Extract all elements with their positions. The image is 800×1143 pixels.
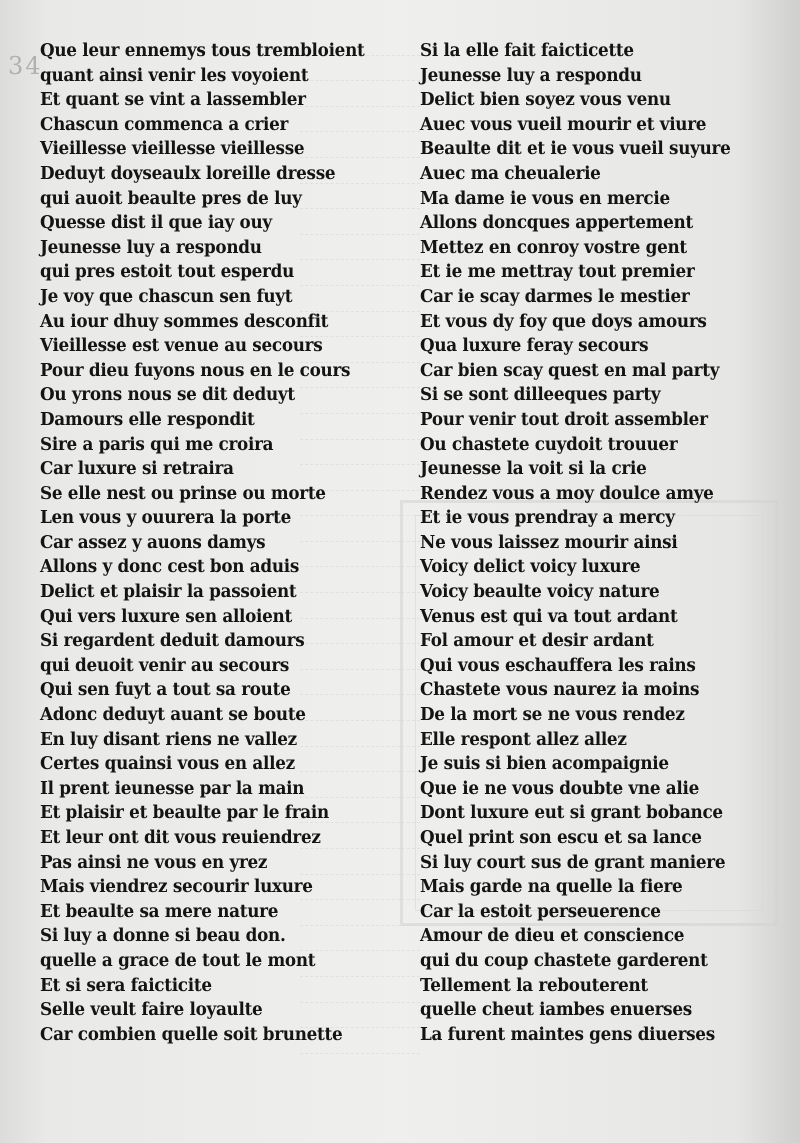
folio-mark: 34	[8, 52, 43, 80]
verse-line: Amour de dieu et conscience	[420, 926, 685, 947]
verse-line: Ne vous laissez mourir ainsi	[420, 532, 678, 553]
verse-line: Delict bien soyez vous venu	[420, 90, 671, 111]
verse-line: Pour venir tout droit assembler	[420, 409, 708, 430]
verse-line: qui auoit beaulte pres de luy	[40, 188, 302, 209]
verse-line: Au iour dhuy sommes desconfit	[40, 311, 329, 332]
verse-line: Et ie vous prendray a mercy	[420, 508, 675, 529]
verse-line: Car combien quelle soit brunette	[40, 1024, 343, 1045]
verse-line: Si la elle fait faicticette	[420, 41, 634, 61]
verse-line: Car assez y auons damys	[40, 532, 266, 553]
verse-line: Il prent ieunesse par la main	[40, 778, 305, 799]
verse-line: Pour dieu fuyons nous en le cours	[40, 360, 351, 381]
verse-line: De la mort se ne vous rendez	[420, 705, 685, 726]
verse-line: Sire a paris qui me croira	[40, 434, 274, 455]
verse-line: Que ie ne vous doubte vne alie	[420, 778, 699, 799]
verse-line: Mais viendrez secourir luxure	[40, 877, 313, 898]
verse-line: Si se sont dilleeques party	[420, 385, 661, 406]
verse-line: Ou yrons nous se dit deduyt	[40, 385, 295, 406]
verse-line: Et plaisir et beaulte par le frain	[40, 803, 329, 824]
verse-line: Je voy que chascun sen fuyt	[40, 286, 293, 307]
verse-line: En luy disant riens ne vallez	[40, 729, 297, 750]
verse-line: Tellement la rebouterent	[420, 975, 648, 996]
verse-line: Auec vous vueil mourir et viure	[420, 114, 707, 135]
verse-line: Que leur ennemys tous trembloient	[40, 41, 365, 61]
verse-line: Et ie me mettray tout premier	[420, 262, 695, 283]
verse-line: Beaulte dit et ie vous vueil suyure	[420, 139, 731, 160]
verse-line: Si luy court sus de grant maniere	[420, 852, 726, 873]
verse-line: Qui vers luxure sen alloient	[40, 606, 292, 627]
verse-line: Et quant se vint a lassembler	[40, 90, 306, 111]
verse-line: Je suis si bien acompaignie	[420, 754, 669, 775]
verse-line: Qui sen fuyt a tout sa route	[40, 680, 291, 701]
verse-line: Qua luxure feray secours	[420, 336, 649, 357]
verse-line: Car bien scay quest en mal party	[420, 360, 720, 381]
left-text-column	[40, 39, 370, 1047]
verse-line: Et leur ont dit vous reuiendrez	[40, 828, 321, 848]
verse-line: Ou chastete cuydoit trouuer	[420, 434, 678, 455]
verse-line: Len vous y ouurera la porte	[40, 508, 292, 529]
verse-line: qui pres estoit tout esperdu	[40, 262, 295, 283]
verse-line: Se elle nest ou prinse ou morte	[40, 483, 326, 504]
verse-line: Certes quainsi vous en allez	[40, 754, 295, 775]
verse-line: Car luxure si retraira	[40, 459, 234, 480]
verse-line: quant ainsi venir les voyoient	[40, 65, 309, 86]
verse-line: Voicy delict voicy luxure	[420, 557, 641, 578]
verse-line: Adonc deduyt auant se boute	[40, 705, 306, 726]
verse-line: Jeunesse la voit si la crie	[420, 459, 647, 480]
verse-line: Damours elle respondit	[40, 409, 255, 430]
verse-line: Jeunesse luy a respondu	[40, 237, 262, 258]
verse-line: Vieillesse est venue au secours	[40, 336, 323, 357]
verse-line: Quesse dist il que iay ouy	[40, 213, 272, 234]
verse-line: qui deuoit venir au secours	[40, 655, 290, 676]
verse-line: Selle veult faire loyaulte	[40, 1000, 263, 1021]
verse-line: Fol amour et desir ardant	[420, 631, 654, 652]
verse-line: Rendez vous a moy doulce amye	[420, 483, 714, 504]
verse-line: Qui vous eschauffera les rains	[420, 655, 696, 676]
verse-line: quelle cheut iambes enuerses	[420, 1000, 692, 1021]
verse-line: Ma dame ie vous en mercie	[420, 188, 670, 209]
verse-line: Allons doncques appertement	[420, 213, 693, 234]
verse-line: Dont luxure eut si grant bobance	[420, 803, 723, 824]
verse-line: Deduyt doyseaulx loreille dresse	[40, 163, 336, 184]
verse-line: Car la estoit perseuerence	[420, 901, 661, 922]
verse-line: Et si sera faicticite	[40, 975, 212, 996]
verse-line: qui du coup chastete garderent	[420, 950, 708, 971]
verse-line: quelle a grace de tout le mont	[40, 950, 316, 971]
verse-line: Et vous dy foy que doys amours	[420, 311, 707, 332]
verse-line: Venus est qui va tout ardant	[420, 606, 678, 627]
verse-line: Chastete vous naurez ia moins	[420, 680, 700, 701]
verse-line: Allons y donc cest bon aduis	[40, 557, 300, 578]
verse-line: Mettez en conroy vostre gent	[420, 237, 687, 258]
verse-line: Auec ma cheualerie	[420, 163, 601, 184]
verse-line: Pas ainsi ne vous en yrez	[40, 852, 268, 873]
verse-line: Vieillesse vieillesse vieillesse	[40, 139, 305, 160]
verse-line: Voicy beaulte voicy nature	[420, 582, 660, 603]
verse-line: Elle respont allez allez	[420, 729, 627, 750]
verse-line: Et beaulte sa mere nature	[40, 901, 279, 922]
verse-line: Si regardent deduit damours	[40, 631, 305, 652]
verse-line: Mais garde na quelle la fiere	[420, 877, 683, 898]
verse-line: Chascun commenca a crier	[40, 114, 289, 135]
verse-line: Jeunesse luy a respondu	[420, 65, 642, 86]
verse-line: Delict et plaisir la passoient	[40, 582, 297, 603]
verse-line: La furent maintes gens diuerses	[420, 1024, 715, 1045]
verse-line: Quel print son escu et sa lance	[420, 828, 702, 848]
verse-line: Car ie scay darmes le mestier	[420, 286, 690, 307]
right-text-column	[420, 39, 780, 1047]
verse-line: Si luy a donne si beau don.	[40, 926, 286, 947]
